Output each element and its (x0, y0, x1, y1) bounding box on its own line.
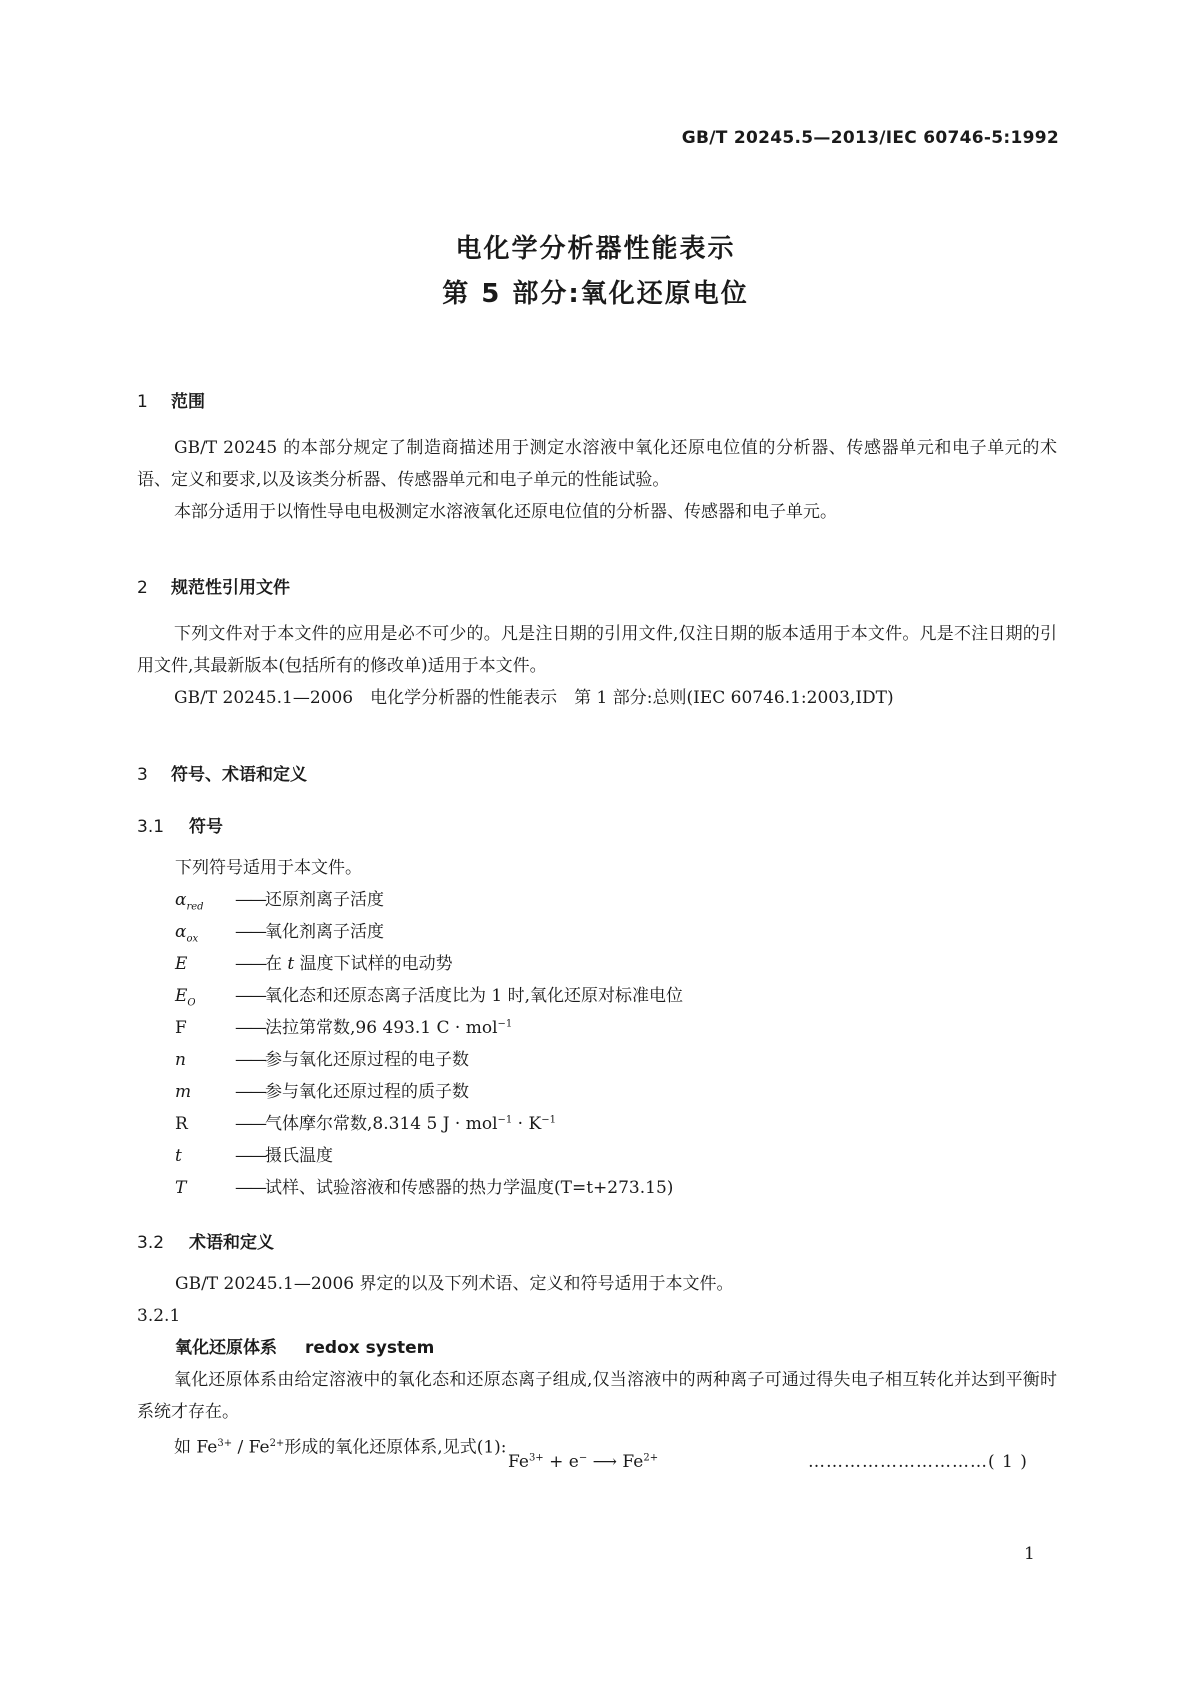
symbol: t (175, 1146, 182, 1166)
section-number: 1 (137, 392, 148, 412)
symbol: m (175, 1082, 192, 1102)
section-3-1-heading (137, 812, 223, 837)
clause-number-3-2-1: 3.2.1 (137, 1306, 181, 1326)
symbol-row (175, 981, 683, 1008)
section-2-heading (137, 573, 290, 598)
dash: —— (235, 1050, 265, 1070)
symbol: E (175, 954, 188, 974)
symbol-row (175, 885, 384, 912)
symbols-intro: 下列符号适用于本文件。 (175, 858, 362, 878)
section-1-heading (137, 387, 205, 412)
symbol-row (175, 1173, 673, 1198)
page-title-line1: 电化学分析器性能表示 (455, 234, 736, 264)
term-heading (175, 1332, 434, 1364)
symbol: n (175, 1050, 186, 1070)
section-title: 术语和定义 (189, 1233, 274, 1253)
symbol-row (175, 1077, 469, 1102)
term-en: redox system (305, 1338, 435, 1358)
symbol: F (175, 1018, 187, 1038)
dash: —— (235, 954, 265, 974)
standard-code: GB/T 20245.5—2013/IEC 60746-5:1992 (681, 128, 1059, 148)
symbol-row (175, 917, 384, 944)
symbol-description: 在 t 温度下试样的电动势 (265, 954, 453, 974)
symbol-row (175, 1045, 469, 1070)
dash: —— (235, 1114, 265, 1134)
symbol: $E_O$ (175, 986, 196, 1009)
symbol: $\alpha_{ox}$ (175, 922, 199, 945)
symbol-description: 法拉第常数,96 493.1 C · mol$^{-1}$ (265, 1018, 513, 1038)
page-number: 1 (1024, 1544, 1035, 1564)
symbol-row (175, 1013, 512, 1038)
section-3-2-heading (137, 1228, 274, 1253)
dash: —— (235, 922, 265, 942)
section-3-heading (137, 760, 307, 785)
symbol-description: 参与氧化还原过程的电子数 (265, 1050, 469, 1070)
dash: —— (235, 1178, 265, 1198)
dash: —— (235, 890, 265, 910)
symbol-description: 气体摩尔常数,8.314 5 $J \cdot mol^{-1} \cdot K^{-1}$ (265, 1114, 556, 1134)
section-title: 范围 (171, 392, 205, 412)
paragraph: 下列文件对于本文件的应用是必不可少的。凡是注日期的引用文件,仅注日期的版本适用于本文件。凡是不注日期的引用文件,其最新版本(包括所有的修改单)适用于本文件。 (137, 624, 1057, 676)
symbol: $\alpha_{red}$ (175, 890, 204, 913)
term-cn: 氧化还原体系 (175, 1338, 277, 1358)
symbol-description: 摄氏温度 (265, 1146, 333, 1166)
symbol-row (175, 1109, 556, 1134)
symbol-row (175, 949, 453, 974)
symbol-description: 氧化态和还原态离子活度比为 1 时,氧化还原对标准电位 (265, 986, 684, 1006)
symbol-description: 试样、试验溶液和传感器的热力学温度(T=t+273.15) (265, 1178, 674, 1198)
formula-1: $Fe^{3+} + e^-$ ⟶ $Fe^{2+}$ (508, 1452, 659, 1472)
symbol-description: 还原剂离子活度 (265, 890, 384, 910)
section-1-body (137, 432, 1057, 528)
dash: —— (235, 986, 265, 1006)
section-title: 符号 (189, 817, 223, 837)
dash: —— (235, 1018, 265, 1038)
paragraph: 氧化还原体系由给定溶液中的氧化态和还原态离子组成,仅当溶液中的两种离子可通过得失电子相互转化并达到平衡时系统才存在。 (137, 1370, 1057, 1422)
section-title: 符号、术语和定义 (171, 765, 307, 785)
symbol-description: 氧化剂离子活度 (265, 922, 384, 942)
symbol: R (175, 1114, 188, 1134)
dash: —— (235, 1082, 265, 1102)
formula-number: …………………………( 1 ) (808, 1452, 1028, 1472)
dash: —— (235, 1146, 265, 1166)
section-number: 2 (137, 578, 148, 598)
page-title-line2: 第 5 部分:氧化还原电位 (442, 279, 749, 309)
reference-entry: GB/T 20245.1—2006 电化学分析器的性能表示 第 1 部分:总则(IEC 60746.1:2003,IDT) (174, 688, 894, 708)
symbol: T (175, 1178, 187, 1198)
section-number: 3.2 (137, 1233, 165, 1253)
paragraph: GB/T 20245 的本部分规定了制造商描述用于测定水溶液中氧化还原电位值的分析器、传感器单元和电子单元的术语、定义和要求,以及该类分析器、传感器单元和电子单元的性能试验。 (137, 438, 1057, 490)
symbol-row (175, 1141, 333, 1166)
paragraph: 如 $Fe^{3+} / Fe^{2+}$形成的氧化还原体系,见式(1): (174, 1437, 507, 1458)
symbol-description: 参与氧化还原过程的质子数 (265, 1082, 469, 1102)
paragraph: 本部分适用于以惰性导电电极测定水溶液氧化还原电位值的分析器、传感器和电子单元。 (174, 502, 837, 522)
section-number: 3 (137, 765, 148, 785)
term-definition (137, 1364, 1057, 1464)
section-title: 规范性引用文件 (171, 578, 290, 598)
section-2-body (137, 618, 1057, 714)
terms-intro: GB/T 20245.1—2006 界定的以及下列术语、定义和符号适用于本文件。 (175, 1274, 734, 1294)
section-number: 3.1 (137, 817, 165, 837)
